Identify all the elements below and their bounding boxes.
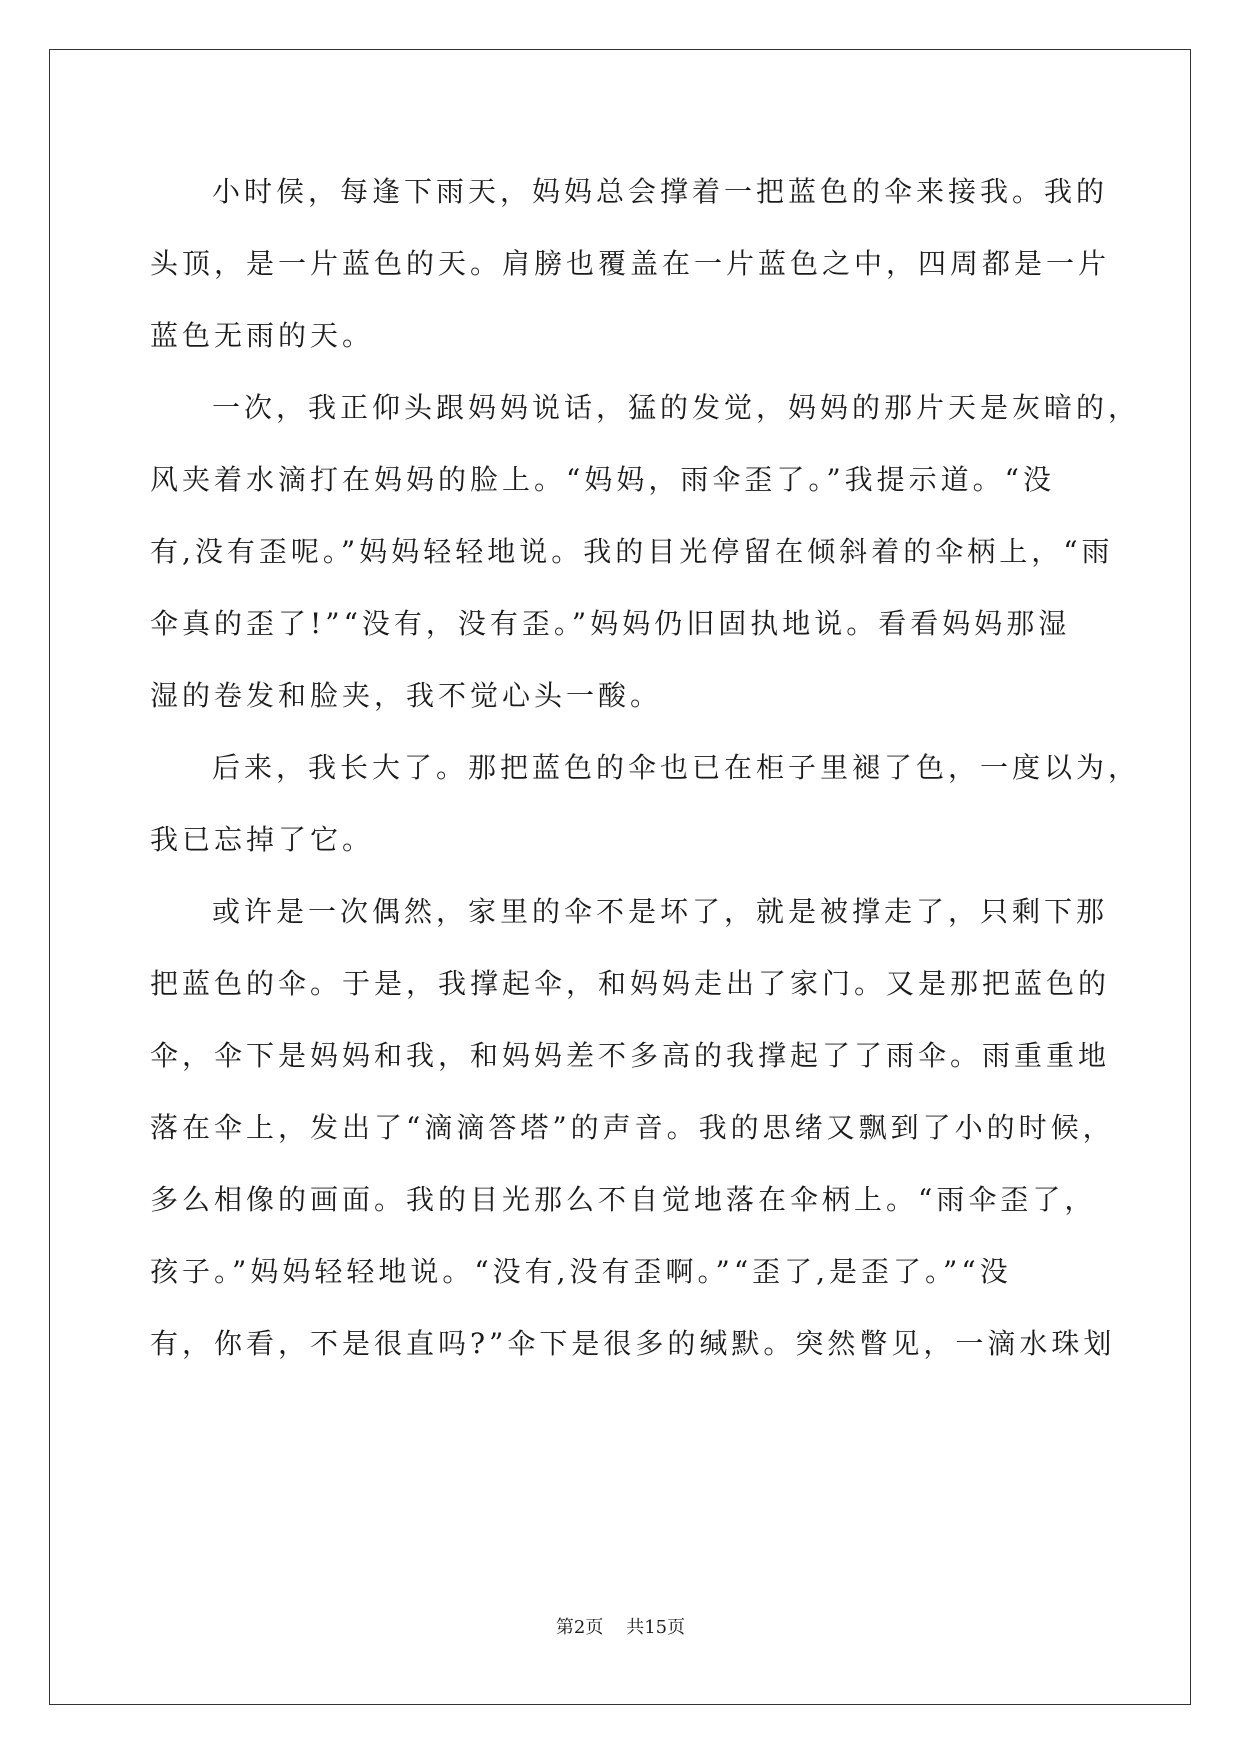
- text-line: 小时侯，每逢下雨天，妈妈总会撑着一把蓝色的伞来接我。我的: [212, 175, 1109, 208]
- text-line: 把蓝色的伞。于是，我撑起伞，和妈妈走出了家门。又是那把蓝色的: [150, 967, 1111, 1000]
- page-total: 共15页: [626, 1617, 686, 1638]
- text-line: 多么相像的画面。我的目光那么不自觉地落在伞柄上。“雨伞歪了，: [150, 1183, 1097, 1216]
- text-line: 有,没有歪呢。”妈妈轻轻地说。我的目光停留在倾斜着的伞柄上，“雨: [150, 535, 1114, 568]
- text-line: 湿的卷发和脸夹，我不觉心头一酸。: [150, 679, 663, 712]
- text-line: 有，你看，不是很直吗?”伞下是很多的缄默。突然瞥见，一滴水珠划: [150, 1327, 1116, 1360]
- text-line: 我已忘掉了它。: [150, 823, 375, 856]
- page-footer: [0, 1613, 1241, 1639]
- text-line: 一次，我正仰头跟妈妈说话，猛的发觉，妈妈的那片天是灰暗的，: [212, 391, 1141, 424]
- text-line: 头顶，是一片蓝色的天。肩膀也覆盖在一片蓝色之中，四周都是一片: [150, 247, 1111, 280]
- text-line: 落在伞上，发出了“滴滴答塔”的声音。我的思绪又飘到了小的时候，: [150, 1111, 1115, 1144]
- text-line: 伞真的歪了!”“没有，没有歪。”妈妈仍旧固执地说。看看妈妈那湿: [150, 607, 1071, 640]
- text-line: 或许是一次偶然，家里的伞不是坏了，就是被撑走了，只剩下那: [212, 895, 1109, 928]
- page-number: 第2页: [555, 1617, 604, 1638]
- text-line: 后来，我长大了。那把蓝色的伞也已在柜子里褪了色，一度以为，: [212, 751, 1141, 784]
- text-line: 风夹着水滴打在妈妈的脸上。“妈妈，雨伞歪了。”我提示道。“没: [150, 463, 1055, 496]
- text-line: 孩子。”妈妈轻轻地说。“没有,没有歪啊。”“歪了,是歪了。”“没: [150, 1255, 1012, 1288]
- text-line: 蓝色无雨的天。: [150, 319, 375, 352]
- document-body: [150, 156, 1141, 1380]
- text-line: 伞，伞下是妈妈和我，和妈妈差不多高的我撑起了了雨伞。雨重重地: [150, 1039, 1111, 1072]
